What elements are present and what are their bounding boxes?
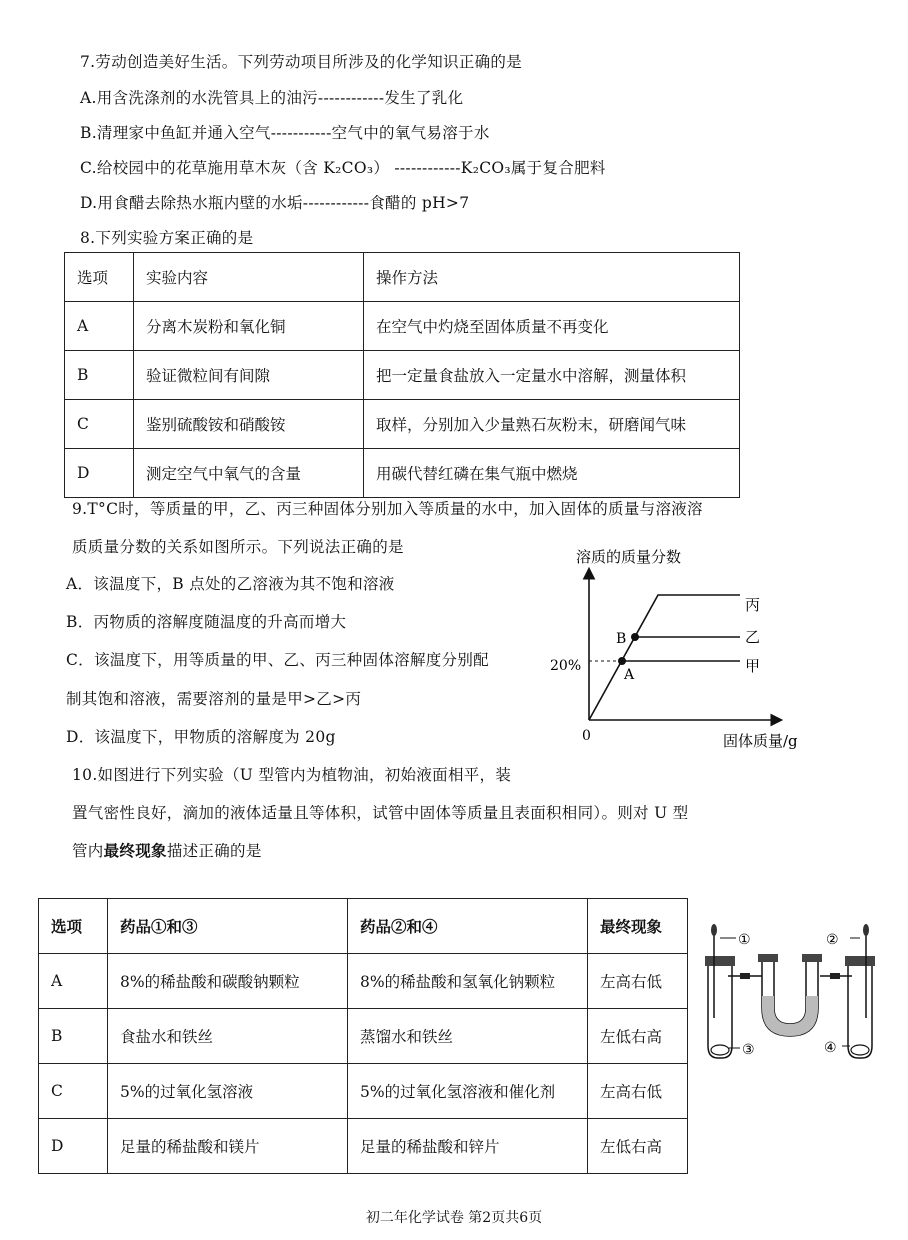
table-cell: 8%的稀盐酸和碳酸钠颗粒: [108, 954, 348, 1009]
table-cell: 左低右高: [588, 1119, 688, 1174]
table-cell: 在空气中灼烧至固体质量不再变化: [364, 302, 740, 351]
q10-stem-text: 管内: [72, 842, 104, 860]
table-cell: 蒸馏水和铁丝: [348, 1009, 588, 1064]
table-cell: 用碳代替红磷在集气瓶中燃烧: [364, 449, 740, 498]
origin-label: 0: [582, 728, 591, 744]
table-cell: 5%的过氧化氢溶液: [108, 1064, 348, 1119]
apparatus-label-4: ④: [824, 1040, 837, 1056]
table-row: [39, 1009, 688, 1064]
table-row: [39, 899, 688, 954]
table-cell: C: [39, 1064, 108, 1119]
table-header: 操作方法: [364, 253, 740, 302]
q7-stem: 7.劳动创造美好生活。下列劳动项目所涉及的化学知识正确的是: [80, 53, 522, 71]
y-tick-label-20: 20%: [550, 658, 582, 674]
table-row: [65, 253, 740, 302]
table-cell: 把一定量食盐放入一定量水中溶解，测量体积: [364, 351, 740, 400]
q9-option-c-line1: C．该温度下，用等质量的甲、乙、丙三种固体溶解度分别配: [66, 651, 489, 669]
table-row: [39, 1064, 688, 1119]
q7-option-d: D.用食醋去除热水瓶内壁的水垢------------食醋的 pH>7: [80, 194, 470, 212]
table-cell: C: [65, 400, 134, 449]
table-header: 药品①和③: [108, 899, 348, 954]
table-row: [65, 400, 740, 449]
table-cell: D: [65, 449, 134, 498]
table-row: [39, 1119, 688, 1174]
table-cell: 足量的稀盐酸和锌片: [348, 1119, 588, 1174]
table-cell: 验证微粒间有间隙: [134, 351, 364, 400]
x-axis-label: 固体质量/g: [723, 732, 798, 750]
table-cell: A: [65, 302, 134, 351]
table-cell: D: [39, 1119, 108, 1174]
q10-stem-text: 描述正确的是: [166, 842, 262, 860]
table-cell: 测定空气中氧气的含量: [134, 449, 364, 498]
page-footer: 初二年化学试卷 第2页共6页: [365, 1210, 543, 1226]
q7-option-c: C.给校园中的花草施用草木灰（含 K₂CO₃） ------------K₂CO₃属于复合肥料: [80, 159, 606, 177]
table-header: 药品②和④: [348, 899, 588, 954]
apparatus-label-2: ②: [826, 932, 839, 948]
table-header: 选项: [65, 253, 134, 302]
table-cell: 5%的过氧化氢溶液和催化剂: [348, 1064, 588, 1119]
apparatus-label-1: ①: [738, 932, 751, 948]
table-header: 选项: [39, 899, 108, 954]
table-cell: 左低右高: [588, 1009, 688, 1064]
series-label-jia: 甲: [745, 657, 761, 675]
point-label-b: B: [616, 631, 627, 647]
table-cell: 分离木炭粉和氧化铜: [134, 302, 364, 351]
table-header: 最终现象: [588, 899, 688, 954]
q9-option-d: D．该温度下，甲物质的溶解度为 20g: [66, 728, 336, 746]
q8-stem: 8.下列实验方案正确的是: [80, 229, 254, 247]
series-label-yi: 乙: [745, 628, 761, 646]
q10-stem-line2: 置气密性良好，滴加的液体适量且等体积，试管中固体等质量且表面积相同）。则对 U 型: [72, 804, 689, 822]
table-cell: 8%的稀盐酸和氢氧化钠颗粒: [348, 954, 588, 1009]
table-cell: 左高右低: [588, 954, 688, 1009]
q7-option-a: A.用含洗涤剂的水洗管具上的油污------------发生了乳化: [80, 89, 464, 107]
table-cell: B: [39, 1009, 108, 1064]
y-axis-label: 溶质的质量分数: [576, 548, 682, 566]
table-row: [65, 351, 740, 400]
table-header: 实验内容: [134, 253, 364, 302]
q10-stem-line3: [72, 839, 262, 861]
q9-stem-line1: 9.T°C时，等质量的甲，乙、丙三种固体分别加入等质量的水中，加入固体的质量与溶液溶: [72, 500, 703, 518]
table-row: [39, 954, 688, 1009]
table-cell: A: [39, 954, 108, 1009]
q10-table: [38, 898, 688, 1174]
point-a: [618, 657, 626, 665]
table-row: [65, 449, 740, 498]
solubility-chart: [540, 540, 820, 755]
series-line-bing: [589, 595, 740, 720]
q9-stem-line2: 质质量分数的关系如图所示。下列说法正确的是: [72, 538, 404, 556]
u-tube-apparatus: [700, 918, 885, 1068]
table-cell: 鉴别硫酸铵和硝酸铵: [134, 400, 364, 449]
series-label-bing: 丙: [745, 596, 761, 614]
point-label-a: A: [624, 667, 635, 683]
q9-option-a: A．该温度下，B 点处的乙溶液为其不饱和溶液: [66, 575, 395, 593]
table-cell: 左高右低: [588, 1064, 688, 1119]
q8-table: [64, 252, 740, 498]
q9-option-b: B．丙物质的溶解度随温度的升高而增大: [66, 613, 347, 631]
table-cell: 取样，分别加入少量熟石灰粉末，研磨闻气味: [364, 400, 740, 449]
table-cell: 足量的稀盐酸和镁片: [108, 1119, 348, 1174]
q9-option-c-line2: 制其饱和溶液，需要溶剂的量是甲>乙>丙: [66, 690, 362, 708]
q7-option-b: B.清理家中鱼缸并通入空气-----------空气中的氧气易溶于水: [80, 124, 490, 142]
table-row: [65, 302, 740, 351]
q10-stem-line1: 10.如图进行下列实验（U 型管内为植物油，初始液面相平，装: [72, 766, 512, 784]
point-b: [631, 633, 639, 641]
table-cell: 食盐水和铁丝: [108, 1009, 348, 1064]
apparatus-label-3: ③: [742, 1042, 755, 1058]
table-cell: B: [65, 351, 134, 400]
q10-stem-emphasis: 最终现象: [103, 841, 167, 860]
